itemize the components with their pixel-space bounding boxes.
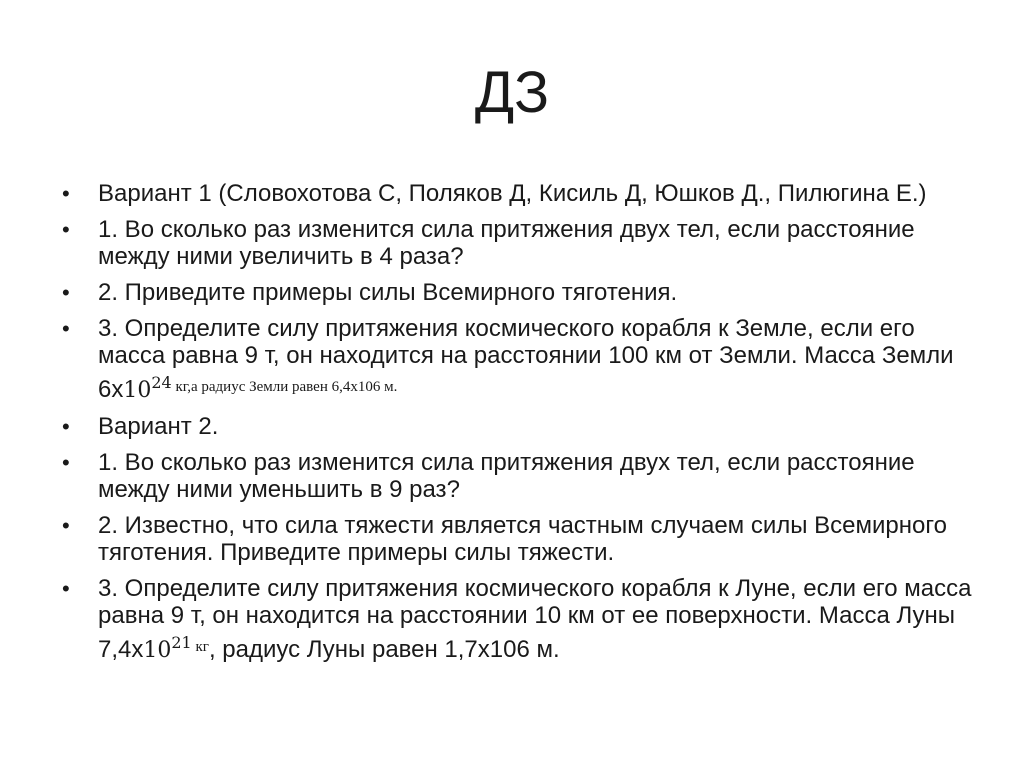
bullet-dot: • [62, 316, 70, 341]
bullet-dot: • [62, 181, 70, 206]
slide-title: ДЗ [474, 60, 550, 125]
bullet-text: 3. Определите силу притяжения космического корабля к Земле, если его масса равна 9 т, он находится на расстоянии 100 км от Земли. Масса Земли 6х [98, 315, 954, 403]
bullet-text: 1. Во сколько раз изменится сила притяжения двух тел, если расстояние между ними увеличить в 4 раза? [98, 216, 915, 270]
bullet-text: Вариант 2. [98, 413, 219, 440]
bullet-dot: • [62, 217, 70, 242]
moon-radius-text: , радиус Луны равен 1,7х106 м. [208, 636, 560, 663]
bullet-question-2-2 [56, 512, 976, 566]
bullet-dot: • [62, 450, 70, 475]
earth-mass-tail: кг,а радиус Земли равен 6,4х106 м. [171, 379, 398, 395]
bullet-list [56, 180, 976, 673]
bullet-question-1-2 [56, 279, 976, 306]
moon-mass-unit: кг [191, 639, 209, 655]
bullet-question-1-3 [56, 315, 976, 404]
bullet-question-2-3 [56, 575, 976, 664]
bullet-question-1-1 [56, 216, 976, 270]
bullet-question-2-1 [56, 449, 976, 503]
moon-mass-exponent: 21 [171, 633, 192, 652]
bullet-dot: • [62, 513, 70, 538]
bullet-text: 3. Определите силу притяжения космического корабля к Луне, если его масса равна 9 т, он находится на расстоянии 10 км от ее поверхности. Масса Луны 7,4х [98, 575, 972, 663]
bullet-text: Вариант 1 (Словохотова С, Поляков Д, Кисиль Д, Юшков Д., Пилюгина Е.) [98, 180, 927, 207]
moon-mass-base: 10 [143, 638, 172, 663]
bullet-dot: • [62, 414, 70, 439]
bullet-text: 2. Приведите примеры силы Всемирного тяготения. [98, 279, 678, 306]
bullet-dot: • [62, 280, 70, 305]
bullet-variant-1 [56, 180, 976, 207]
bullet-dot: • [62, 576, 70, 601]
bullet-text: 1. Во сколько раз изменится сила притяжения двух тел, если расстояние между ними уменьшить в 9 раз? [98, 449, 915, 503]
bullet-variant-2 [56, 413, 976, 440]
earth-mass-exponent: 24 [151, 373, 172, 392]
bullet-text: 2. Известно, что сила тяжести является частным случаем силы Всемирного тяготения. Приведите примеры силы тяжести. [98, 512, 947, 566]
earth-mass-base: 10 [123, 378, 152, 403]
